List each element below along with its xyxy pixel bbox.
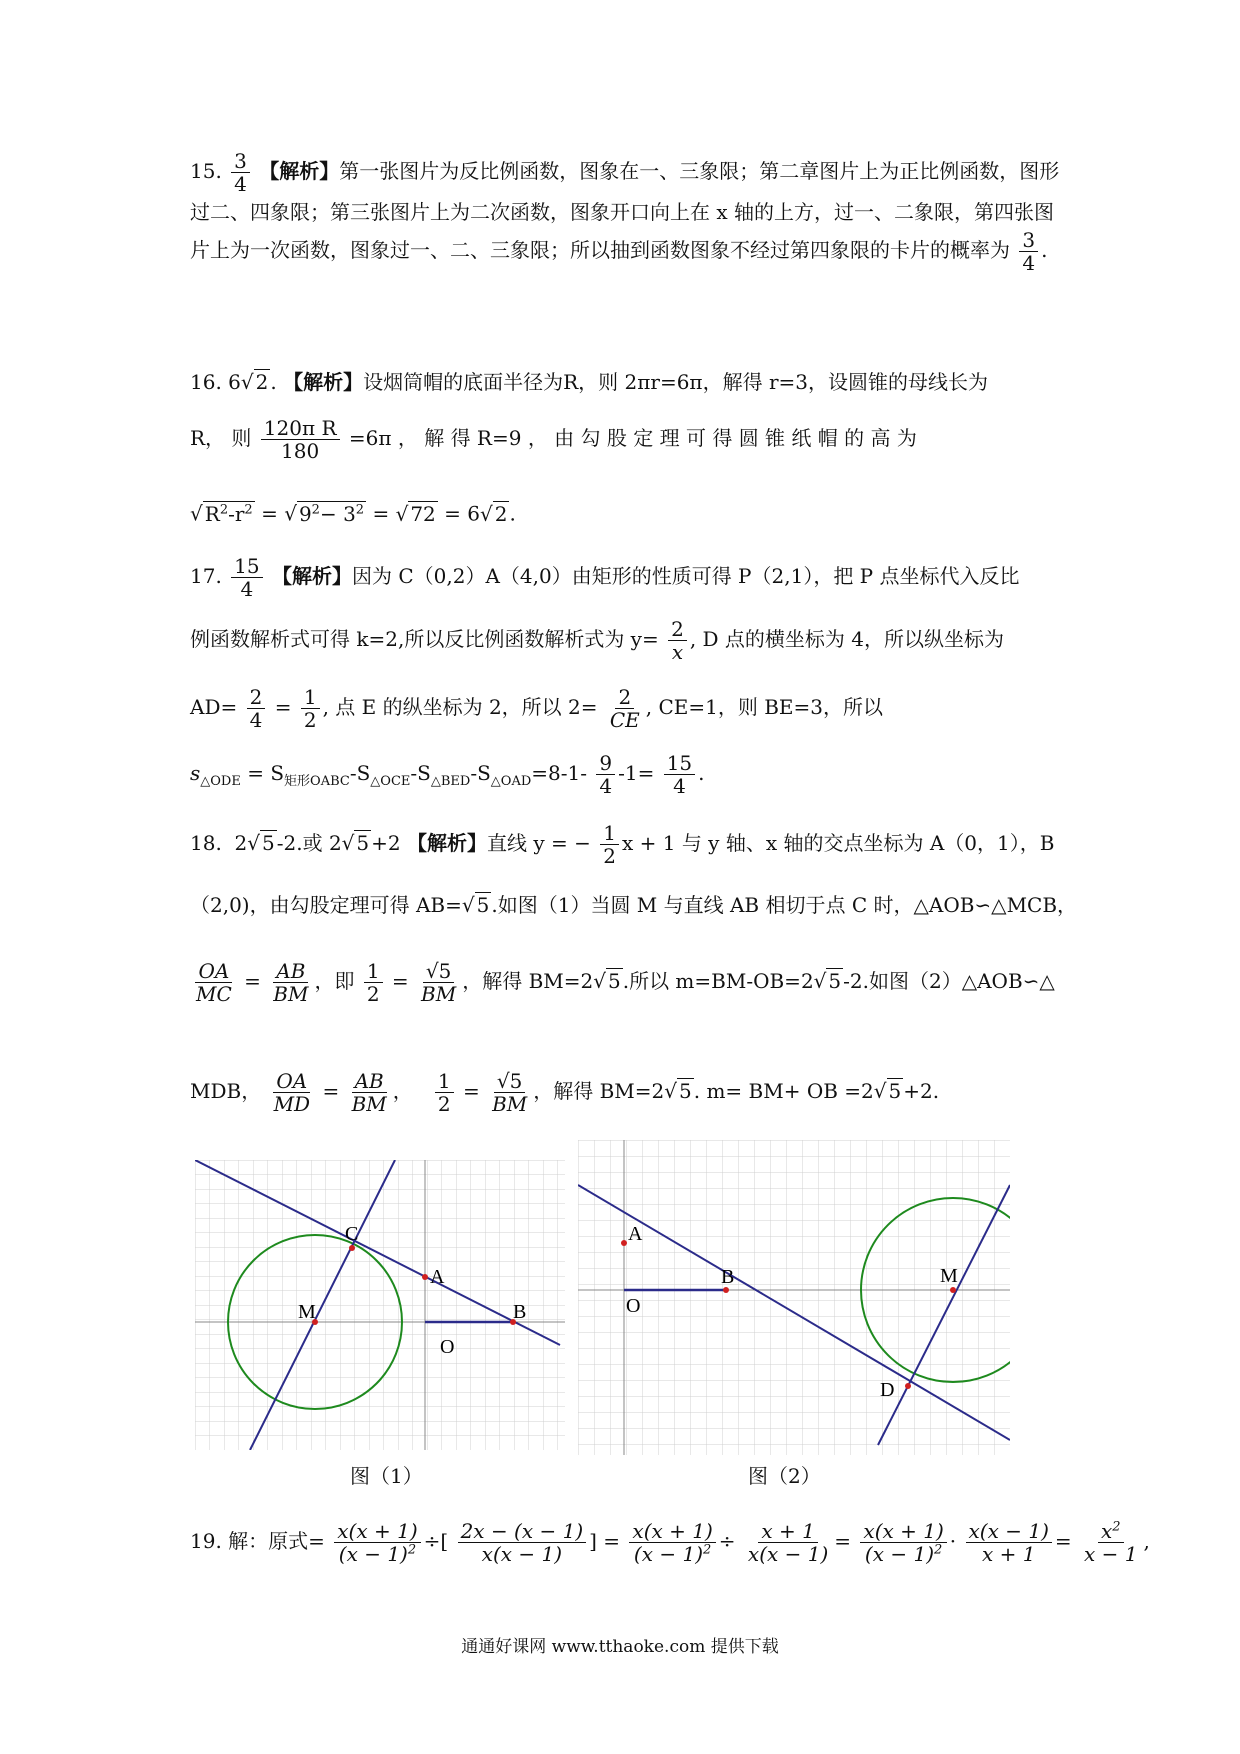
fig1-caption: 图（1） <box>350 1464 423 1488</box>
fig2-point-m <box>950 1287 956 1293</box>
fig2-label-o: O <box>626 1295 641 1317</box>
fig2-point-d <box>905 1383 911 1389</box>
q17-line3: AD= $\frac{2}{4}$ = $\frac{1}{2}$ , 点 E 的纵坐标为 2，所以 2= $\frac{2}{CE}$ , CE=1，则 BE=3，所以 <box>190 685 884 732</box>
q15-text: 第一张图片为反比例函数，图象在一、三象限；第二章图片上为正比例函数，图形过二、四象限；第三张图片上为二次函数，图象开口向上在 x 轴的上方，过一、二象限，第四张图片上为一次函数，图象过一、二、三象限；所以抽到函数图象不经过第四象限的卡片的概率为 <box>190 159 1060 262</box>
q17-line1: 17. $\frac{15}{4}$ 【解析】因为 C（0,2）A（4,0）由矩形的性质可得 P（2,1），把 P 点坐标代入反比 <box>190 554 1020 601</box>
fig1-label-m: M <box>298 1301 316 1323</box>
q17-line4: $s_{\triangle ODE} = S_{矩形OABC}-S_{\triangle OCE}-S_{\triangle BED}-S_{\triangle OAD}=8-1-$ $\frac{9}{4}$ -1= $\frac{15}{4}$ . <box>190 751 705 798</box>
q15-number: 15. <box>190 159 222 183</box>
fig1-label-b: B <box>513 1301 527 1323</box>
q18-line4: MDB， $\frac{OA}{MD}$ = $\frac{AB}{BM}$ ， $\frac{1}{2}$ = $\frac{√5}{BM}$ ，解得 BM=2√ 5 . m= BM+ OB =2√ 5 +2. <box>190 1069 940 1116</box>
q18-line1: 18. 2√ 5 -2.或 2√ 5 +2 【解析】直线 y = − $\frac{1}{2}$ x + 1 与 y 轴、x 轴的交点坐标为 A（0，1），B <box>190 821 1055 868</box>
fig2-label-d: D <box>880 1379 895 1401</box>
fig2-label-m: M <box>940 1265 958 1287</box>
fig2-caption: 图（2） <box>748 1464 821 1488</box>
q19-line: 19. 解：原式= $\frac{x(x + 1)}{(x - 1)^2}$ ÷[ $\frac{2x - (x - 1)}{x(x - 1)}$ ] = $\frac{x(x + 1)}{(x - 1)^2}$ ÷ $\frac{x + 1}{x(x - 1)}$ = $\frac{x(x + 1)}{(x - 1)^2}$ · $\frac{x(x - 1)}{x + 1}$ = $\frac{x^2}{x - 1}$ , <box>190 1519 1150 1566</box>
q15-analysis-tag: 【解析】 <box>259 159 340 183</box>
figure-1 <box>195 1160 565 1450</box>
fig1-label-a: A <box>430 1266 445 1288</box>
q18-line3: $\frac{OA}{MC}$ = $\frac{AB}{BM}$ ，即 $\frac{1}{2}$ = $\frac{√5}{BM}$ ，解得 BM=2√ 5 .所以 m=BM-OB=2√ 5 -2.如图（2）△AOB∽△ <box>196 959 1055 1006</box>
q16-line1: 16. 6√ 2 . 【解析】设烟筒帽的底面半径为R，则 2πr=6π，解得 r=3，设圆锥的母线长为 <box>190 370 988 394</box>
q17-line2: 例函数解析式可得 k=2,所以反比例函数解析式为 y= $\frac{2}{x}$ , D 点的横坐标为 4，所以纵坐标为 <box>190 617 1005 664</box>
fig1-grid <box>195 1160 565 1450</box>
q16-text1: 设烟筒帽的底面半径为R，则 2πr=6π，解得 r=3，设圆锥的母线长为 <box>363 370 988 394</box>
fig2-grid <box>578 1140 1010 1455</box>
fig2-label-a: A <box>628 1223 643 1245</box>
footer: 通通好课网 www.tthaoke.com 提供下载 <box>461 1637 779 1657</box>
q15-end-fraction: $\frac{3}{4}$ <box>1019 229 1038 274</box>
q16-line3: √ $R^2-r^2$ = √ $9^2- 3^2$ = √ 72 = 6√ 2 . <box>190 501 516 526</box>
fig1-point-a <box>422 1274 428 1280</box>
fig1-label-o: O <box>440 1336 455 1358</box>
q16-line2: R， 则 $\frac{\text{120π R}}{180}$ =6π ， 解 得 R=9 ， 由 勾 股 定 理 可 得 圆 锥 纸 帽 的 高 为 <box>190 416 917 463</box>
fig2-point-a <box>621 1240 627 1246</box>
fig1-point-c <box>349 1245 355 1251</box>
figure-2 <box>578 1140 1010 1455</box>
fig1-label-c: C <box>345 1223 359 1245</box>
q15-block: 15. $\frac{3}{4}$ 【解析】第一张图片为反比例函数，图象在一、三象限；第二章图片上为正比例函数，图形过二、四象限；第三张图片上为二次函数，图象开口向上在 x 轴的上方，过一、二象限，第四张图片上为一次函数，图象过一、二、三象限；所以抽到函数图象不经过第四象限的卡片的概率为 $\frac{3}{4}$ . <box>190 149 1060 275</box>
q18-line2: （2,0)，由勾股定理可得 AB=√ 5 .如图（1）当圆 M 与直线 AB 相切于点 C 时，△AOB∽△MCB， <box>190 893 1078 917</box>
fig2-label-b: B <box>721 1266 735 1288</box>
q15-answer-fraction: $\frac{3}{4}$ <box>231 150 250 195</box>
